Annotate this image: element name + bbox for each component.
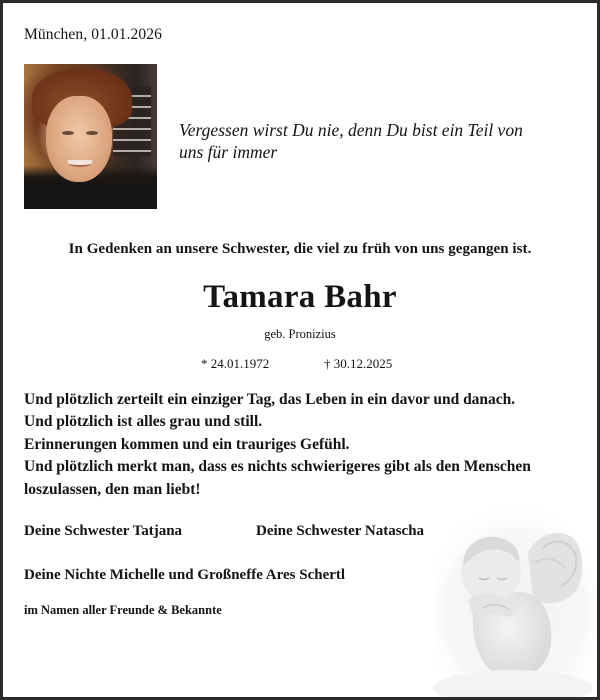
motto-line-1: Vergessen wirst Du nie, denn Du bist ein Teil von: [179, 120, 523, 140]
signature-sister-tatjana: Deine Schwester Tatjana: [24, 523, 183, 539]
poem-line: Erinnerungen kommen und ein trauriges Gefühl.: [24, 435, 350, 453]
poem-line: Und plötzlich ist alles grau und still.: [24, 413, 263, 431]
maiden-name: geb. Pronizius: [264, 327, 336, 341]
obituary-notice: [3, 3, 597, 697]
photo-eye-left: [62, 131, 74, 135]
memorial-motto: [179, 119, 579, 163]
portrait-photo: [24, 64, 157, 209]
death-date: † 30.12.2025: [324, 356, 393, 371]
deceased-name: Tamara Bahr: [203, 279, 397, 315]
photo-shirt: [24, 183, 157, 209]
poem-line: Und plötzlich zerteilt ein einziger Tag, das Leben in ein davor und danach.: [24, 391, 516, 408]
poem-line: loszulassen, den man liebt!: [24, 480, 201, 498]
signature-niece-nephew: Deine Nichte Michelle und Großneffe Ares Schertl: [24, 567, 346, 583]
photo-smile: [68, 160, 92, 167]
signature-sister-natascha: Deine Schwester Natascha: [256, 523, 425, 539]
memorial-intro: In Gedenken an unsere Schwester, die viel zu früh von uns gegangen ist.: [68, 241, 532, 257]
poem-line: Und plötzlich merkt man, dass es nichts schwierigeres gibt als den Menschen: [24, 458, 531, 476]
sleeping-angel-icon: [433, 508, 597, 697]
memorial-poem: [24, 389, 564, 501]
birth-date: * 24.01.1972: [201, 356, 270, 371]
place-date: München, 01.01.2026: [24, 26, 162, 43]
photo-eye-right: [86, 131, 98, 135]
motto-line-2: uns für immer: [179, 142, 278, 162]
signature-friends: im Namen aller Freunde & Bekannte: [24, 603, 222, 617]
photo-face: [46, 96, 112, 182]
